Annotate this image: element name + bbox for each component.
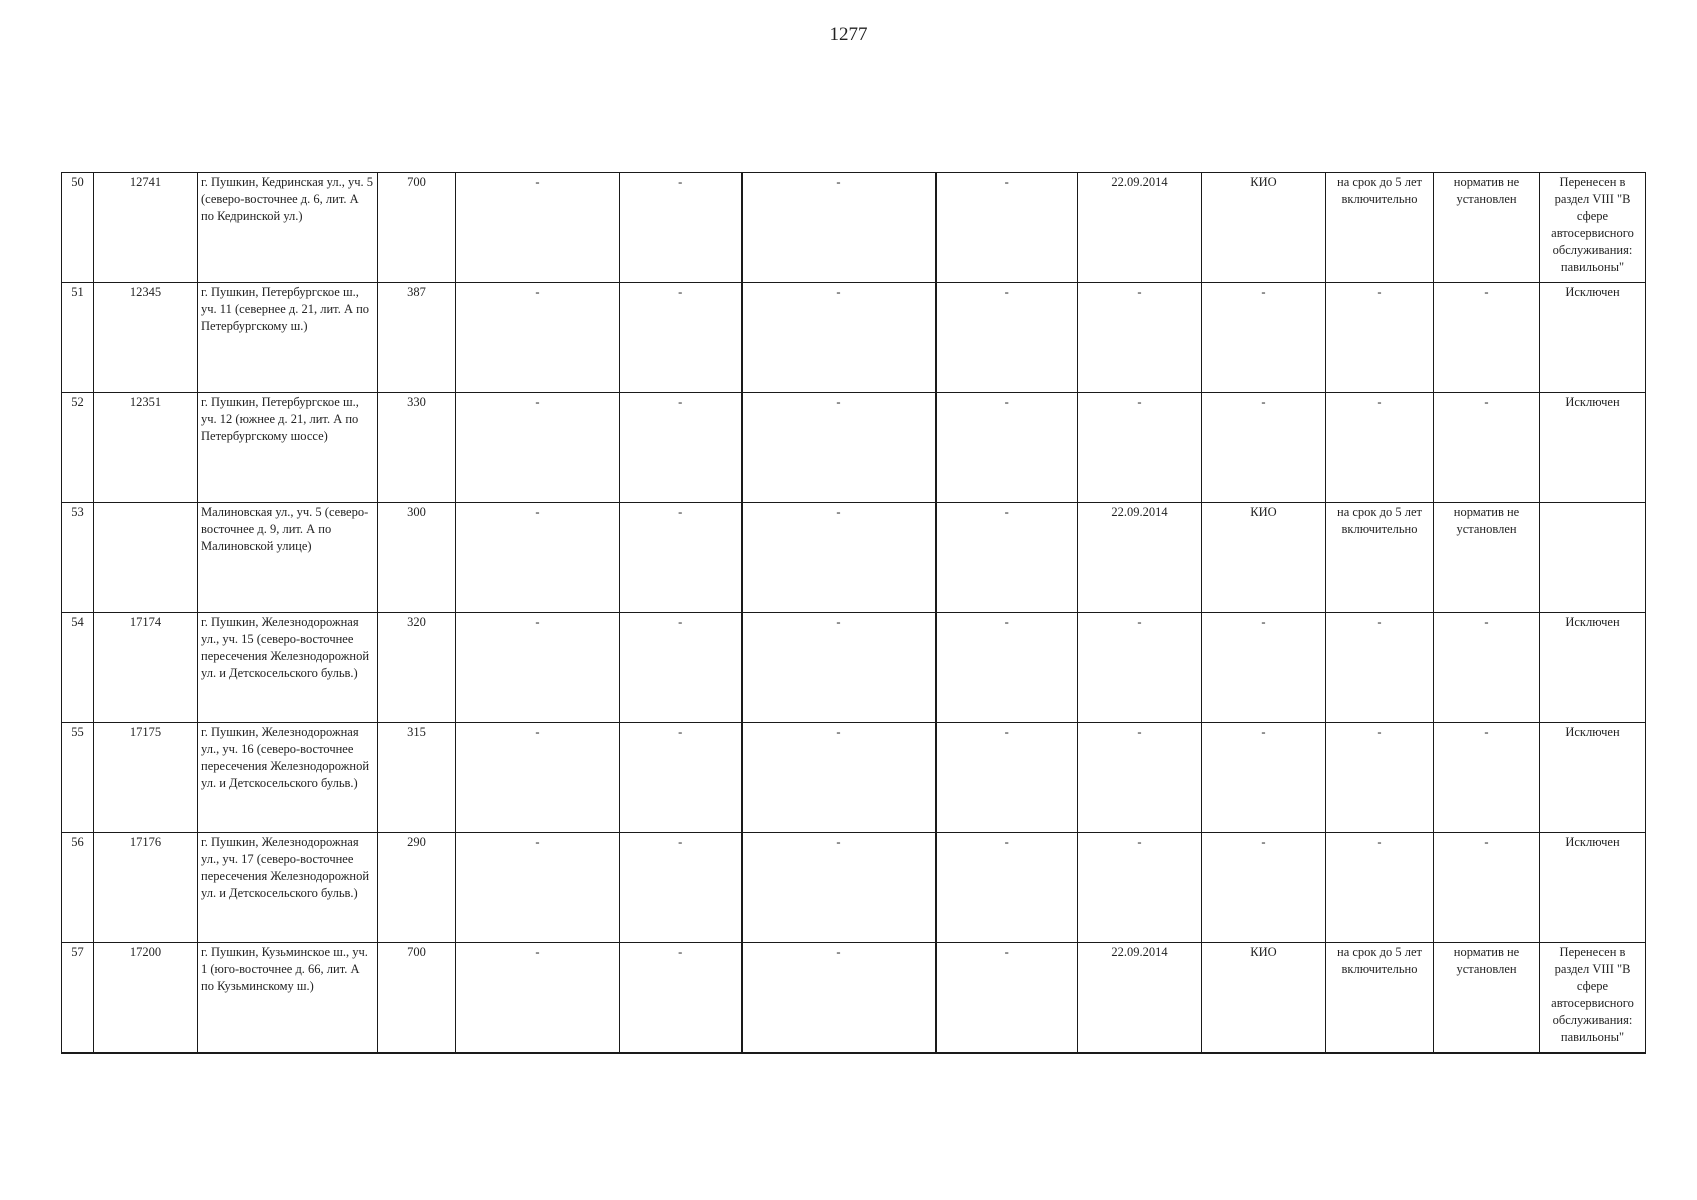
column-7-cell: -: [742, 613, 936, 723]
norm-cell: -: [1434, 723, 1540, 833]
object-code-cell: 17200: [94, 943, 198, 1053]
column-8-cell: -: [936, 943, 1078, 1053]
term-cell: -: [1326, 833, 1434, 943]
area-cell: 387: [378, 283, 456, 393]
note-cell: Исключен: [1540, 723, 1646, 833]
area-cell: 315: [378, 723, 456, 833]
column-6-cell: -: [620, 283, 742, 393]
organization-cell: -: [1202, 613, 1326, 723]
table-row: [62, 283, 1646, 393]
norm-cell: норматив не установлен: [1434, 173, 1540, 283]
organization-cell: КИО: [1202, 503, 1326, 613]
norm-cell: -: [1434, 613, 1540, 723]
table-row: [62, 393, 1646, 503]
column-5-cell: -: [456, 283, 620, 393]
area-cell: 700: [378, 943, 456, 1053]
date-cell: -: [1078, 833, 1202, 943]
column-8-cell: -: [936, 393, 1078, 503]
norm-cell: норматив не установлен: [1434, 943, 1540, 1053]
row-number-cell: 51: [62, 283, 94, 393]
table-row: [62, 723, 1646, 833]
norm-cell: норматив не установлен: [1434, 503, 1540, 613]
table-row: [62, 943, 1646, 1053]
page-number: 1277: [829, 24, 868, 45]
date-cell: -: [1078, 283, 1202, 393]
organization-cell: -: [1202, 393, 1326, 503]
column-7-cell: -: [742, 833, 936, 943]
area-cell: 700: [378, 173, 456, 283]
organization-cell: -: [1202, 723, 1326, 833]
date-cell: 22.09.2014: [1078, 173, 1202, 283]
column-6-cell: -: [620, 833, 742, 943]
organization-cell: -: [1202, 833, 1326, 943]
row-number-cell: 52: [62, 393, 94, 503]
table-row: [62, 613, 1646, 723]
area-cell: 300: [378, 503, 456, 613]
date-cell: -: [1078, 393, 1202, 503]
norm-cell: -: [1434, 283, 1540, 393]
column-8-cell: -: [936, 723, 1078, 833]
row-number-cell: 57: [62, 943, 94, 1053]
object-code-cell: [94, 503, 198, 613]
address-cell: г. Пушкин, Кузьминское ш., уч. 1 (юго-восточнее д. 66, лит. А по Кузьминскому ш.): [198, 943, 378, 1053]
norm-cell: -: [1434, 393, 1540, 503]
object-code-cell: 12351: [94, 393, 198, 503]
note-cell: Перенесен в раздел VIII "В сфере автосервисного обслуживания: павильоны": [1540, 173, 1646, 283]
term-cell: -: [1326, 723, 1434, 833]
column-5-cell: -: [456, 613, 620, 723]
term-cell: на срок до 5 лет включительно: [1326, 173, 1434, 283]
organization-cell: КИО: [1202, 943, 1326, 1053]
table-row: [62, 503, 1646, 613]
note-cell: Исключен: [1540, 613, 1646, 723]
row-number-cell: 53: [62, 503, 94, 613]
column-5-cell: -: [456, 393, 620, 503]
organization-cell: КИО: [1202, 173, 1326, 283]
row-number-cell: 56: [62, 833, 94, 943]
column-6-cell: -: [620, 503, 742, 613]
column-5-cell: -: [456, 723, 620, 833]
address-cell: г. Пушкин, Железнодорожная ул., уч. 17 (северо-восточнее пересечения Железнодорожной ул. и Детскосельского бульв.): [198, 833, 378, 943]
column-6-cell: -: [620, 723, 742, 833]
organization-cell: -: [1202, 283, 1326, 393]
date-cell: -: [1078, 723, 1202, 833]
term-cell: на срок до 5 лет включительно: [1326, 943, 1434, 1053]
column-8-cell: -: [936, 503, 1078, 613]
note-cell: Исключен: [1540, 833, 1646, 943]
note-cell: Исключен: [1540, 283, 1646, 393]
object-code-cell: 17176: [94, 833, 198, 943]
column-6-cell: -: [620, 613, 742, 723]
address-cell: г. Пушкин, Петербургское ш., уч. 12 (южнее д. 21, лит. А по Петербургскому шоссе): [198, 393, 378, 503]
object-code-cell: 12345: [94, 283, 198, 393]
column-7-cell: -: [742, 173, 936, 283]
row-number-cell: 54: [62, 613, 94, 723]
area-cell: 320: [378, 613, 456, 723]
address-cell: г. Пушкин, Петербургское ш., уч. 11 (севернее д. 21, лит. А по Петербургскому ш.): [198, 283, 378, 393]
column-7-cell: -: [742, 393, 936, 503]
column-6-cell: -: [620, 393, 742, 503]
column-7-cell: -: [742, 503, 936, 613]
address-cell: г. Пушкин, Железнодорожная ул., уч. 15 (северо-восточнее пересечения Железнодорожной ул. и Детскосельского бульв.): [198, 613, 378, 723]
area-cell: 330: [378, 393, 456, 503]
term-cell: -: [1326, 613, 1434, 723]
column-8-cell: -: [936, 173, 1078, 283]
address-cell: г. Пушкин, Железнодорожная ул., уч. 16 (северо-восточнее пересечения Железнодорожной ул. и Детскосельского бульв.): [198, 723, 378, 833]
table-row: [62, 833, 1646, 943]
column-5-cell: -: [456, 833, 620, 943]
date-cell: -: [1078, 613, 1202, 723]
table-row: [62, 173, 1646, 283]
column-7-cell: -: [742, 283, 936, 393]
column-8-cell: -: [936, 283, 1078, 393]
object-code-cell: 12741: [94, 173, 198, 283]
column-8-cell: -: [936, 613, 1078, 723]
term-cell: на срок до 5 лет включительно: [1326, 503, 1434, 613]
note-cell: Перенесен в раздел VIII "В сфере автосервисного обслуживания: павильоны": [1540, 943, 1646, 1053]
norm-cell: -: [1434, 833, 1540, 943]
column-7-cell: -: [742, 723, 936, 833]
column-6-cell: -: [620, 943, 742, 1053]
registry-body: [62, 173, 1646, 1053]
date-cell: 22.09.2014: [1078, 943, 1202, 1053]
area-cell: 290: [378, 833, 456, 943]
column-5-cell: -: [456, 943, 620, 1053]
term-cell: -: [1326, 283, 1434, 393]
row-number-cell: 50: [62, 173, 94, 283]
row-number-cell: 55: [62, 723, 94, 833]
object-code-cell: 17175: [94, 723, 198, 833]
note-cell: Исключен: [1540, 393, 1646, 503]
address-cell: г. Пушкин, Кедринская ул., уч. 5 (северо-восточнее д. 6, лит. А по Кедринской ул.): [198, 173, 378, 283]
column-7-cell: -: [742, 943, 936, 1053]
column-5-cell: -: [456, 173, 620, 283]
date-cell: 22.09.2014: [1078, 503, 1202, 613]
column-5-cell: -: [456, 503, 620, 613]
note-cell: [1540, 503, 1646, 613]
registry-table: [61, 172, 1646, 1054]
term-cell: -: [1326, 393, 1434, 503]
object-code-cell: 17174: [94, 613, 198, 723]
address-cell: Малиновская ул., уч. 5 (северо-восточнее д. 9, лит. А по Малиновской улице): [198, 503, 378, 613]
column-6-cell: -: [620, 173, 742, 283]
column-8-cell: -: [936, 833, 1078, 943]
